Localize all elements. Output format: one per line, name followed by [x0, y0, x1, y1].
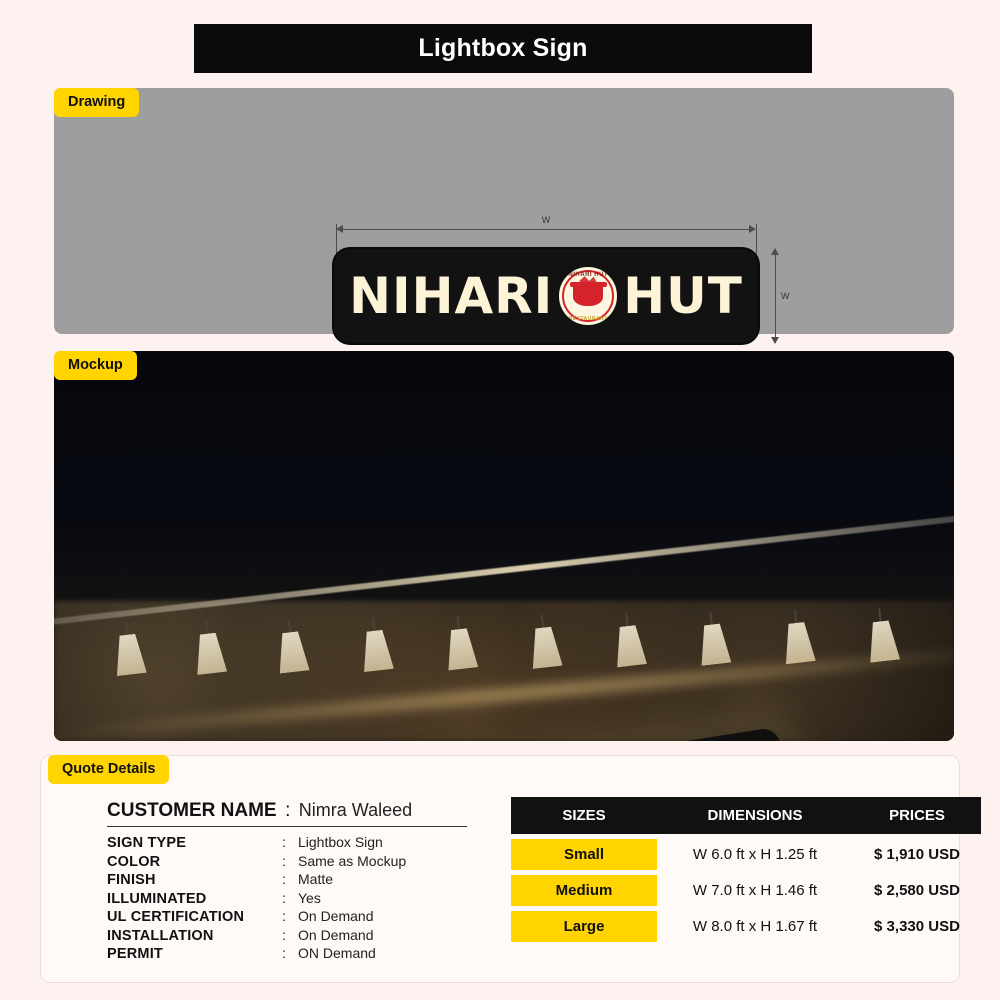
quote-panel: [40, 755, 960, 983]
spec-colon: :: [282, 908, 286, 924]
logo-top-text: NIHARI HUT: [568, 271, 609, 278]
spec-value: Matte: [298, 871, 334, 887]
table-row: [511, 839, 981, 870]
column-header-dimensions: DIMENSIONS: [657, 797, 853, 834]
lamp: [780, 608, 810, 611]
arrow-up-icon: [771, 248, 779, 255]
column-header-prices: PRICES: [853, 797, 981, 834]
size-cell: Small: [511, 839, 657, 870]
price-cell: $ 1,910 USD: [874, 846, 960, 863]
spec-row: [107, 908, 507, 927]
spec-row: [107, 890, 507, 909]
logo-bottom-text: RESTAURANT: [568, 315, 608, 322]
spec-colon: :: [282, 871, 286, 887]
lamp: [527, 613, 557, 616]
spec-key: ILLUMINATED: [107, 890, 207, 907]
spec-row: [107, 853, 507, 872]
spec-key: UL CERTIFICATION: [107, 909, 245, 925]
spec-key: SIGN TYPE: [107, 835, 187, 851]
drawing-section-tab: [54, 88, 139, 117]
mockup-tab-label: Mockup: [68, 357, 123, 373]
price-cell: $ 2,580 USD: [874, 882, 960, 899]
mockup-section-tab: [54, 351, 137, 380]
spec-key: INSTALLATION: [107, 927, 214, 944]
sign-text-right: HUT: [623, 267, 743, 325]
spec-key: PERMIT: [107, 946, 163, 962]
size-cell: Medium: [511, 875, 657, 906]
drawing-panel: [54, 88, 954, 334]
quote-section-tab: [48, 755, 169, 784]
spec-colon: :: [282, 945, 286, 961]
lamp: [191, 619, 221, 622]
dimension-tick-right: [756, 224, 757, 254]
spec-value: On Demand: [298, 926, 374, 943]
customer-name-colon: :: [285, 800, 291, 821]
lamp: [274, 618, 304, 621]
width-dimension-label: W: [538, 215, 555, 225]
table-header-row: [511, 797, 981, 834]
spec-value: On Demand: [298, 908, 374, 924]
page-title: [194, 24, 812, 73]
lamp: [864, 607, 894, 610]
lamp: [111, 620, 141, 623]
spec-colon: :: [282, 852, 286, 869]
drawing-tab-label: Drawing: [68, 94, 126, 110]
height-dimension-label: W: [781, 291, 790, 301]
width-dimension: [336, 215, 756, 236]
dimensions-cell: W 6.0 ft x H 1.25 ft: [692, 846, 818, 863]
lamp: [358, 616, 388, 619]
arrow-left-icon: [336, 225, 343, 233]
customer-name-value: Nimra Waleed: [298, 800, 413, 820]
spec-key: COLOR: [107, 853, 161, 870]
customer-name-label: CUSTOMER NAME: [107, 800, 277, 821]
sign-text-left: NIHARI: [349, 267, 554, 325]
mockup-panel: [54, 351, 954, 741]
table-row: [511, 875, 981, 906]
size-cell: Large: [511, 911, 657, 942]
nihari-hut-logo-icon: [557, 265, 619, 327]
height-dimension: [770, 248, 790, 344]
spec-row: [107, 834, 507, 853]
page-title-text: Lightbox Sign: [418, 34, 588, 62]
spec-colon: :: [282, 889, 286, 906]
column-header-sizes: SIZES: [511, 797, 657, 834]
spec-value: Same as Mockup: [298, 852, 407, 869]
spec-colon: :: [282, 834, 286, 850]
dimensions-cell: W 8.0 ft x H 1.67 ft: [692, 918, 818, 935]
lamp: [442, 615, 472, 618]
spec-row: [107, 927, 507, 946]
lamp: [611, 611, 641, 614]
spec-key: FINISH: [107, 872, 156, 888]
spec-value: Lightbox Sign: [298, 834, 383, 850]
sign-drawing-artwork: [334, 249, 758, 343]
spec-row: [107, 945, 507, 964]
lamp: [696, 610, 726, 613]
quote-tab-label: Quote Details: [62, 761, 156, 777]
arrow-down-icon: [771, 337, 779, 344]
spec-value: Yes: [298, 889, 321, 906]
spec-row: [107, 871, 507, 890]
pot-icon: [573, 286, 603, 306]
spec-value: ON Demand: [298, 945, 376, 961]
customer-name-row: [107, 800, 467, 827]
spec-list: [107, 834, 507, 964]
dimension-tick-left: [336, 224, 337, 254]
spec-colon: :: [282, 926, 286, 943]
dimension-line: [775, 254, 776, 338]
price-cell: $ 3,330 USD: [874, 918, 960, 935]
pricing-table: [511, 792, 981, 947]
table-row: [511, 911, 981, 942]
dimensions-cell: W 7.0 ft x H 1.46 ft: [692, 882, 818, 899]
dimension-line: [342, 229, 750, 230]
arrow-right-icon: [749, 225, 756, 233]
